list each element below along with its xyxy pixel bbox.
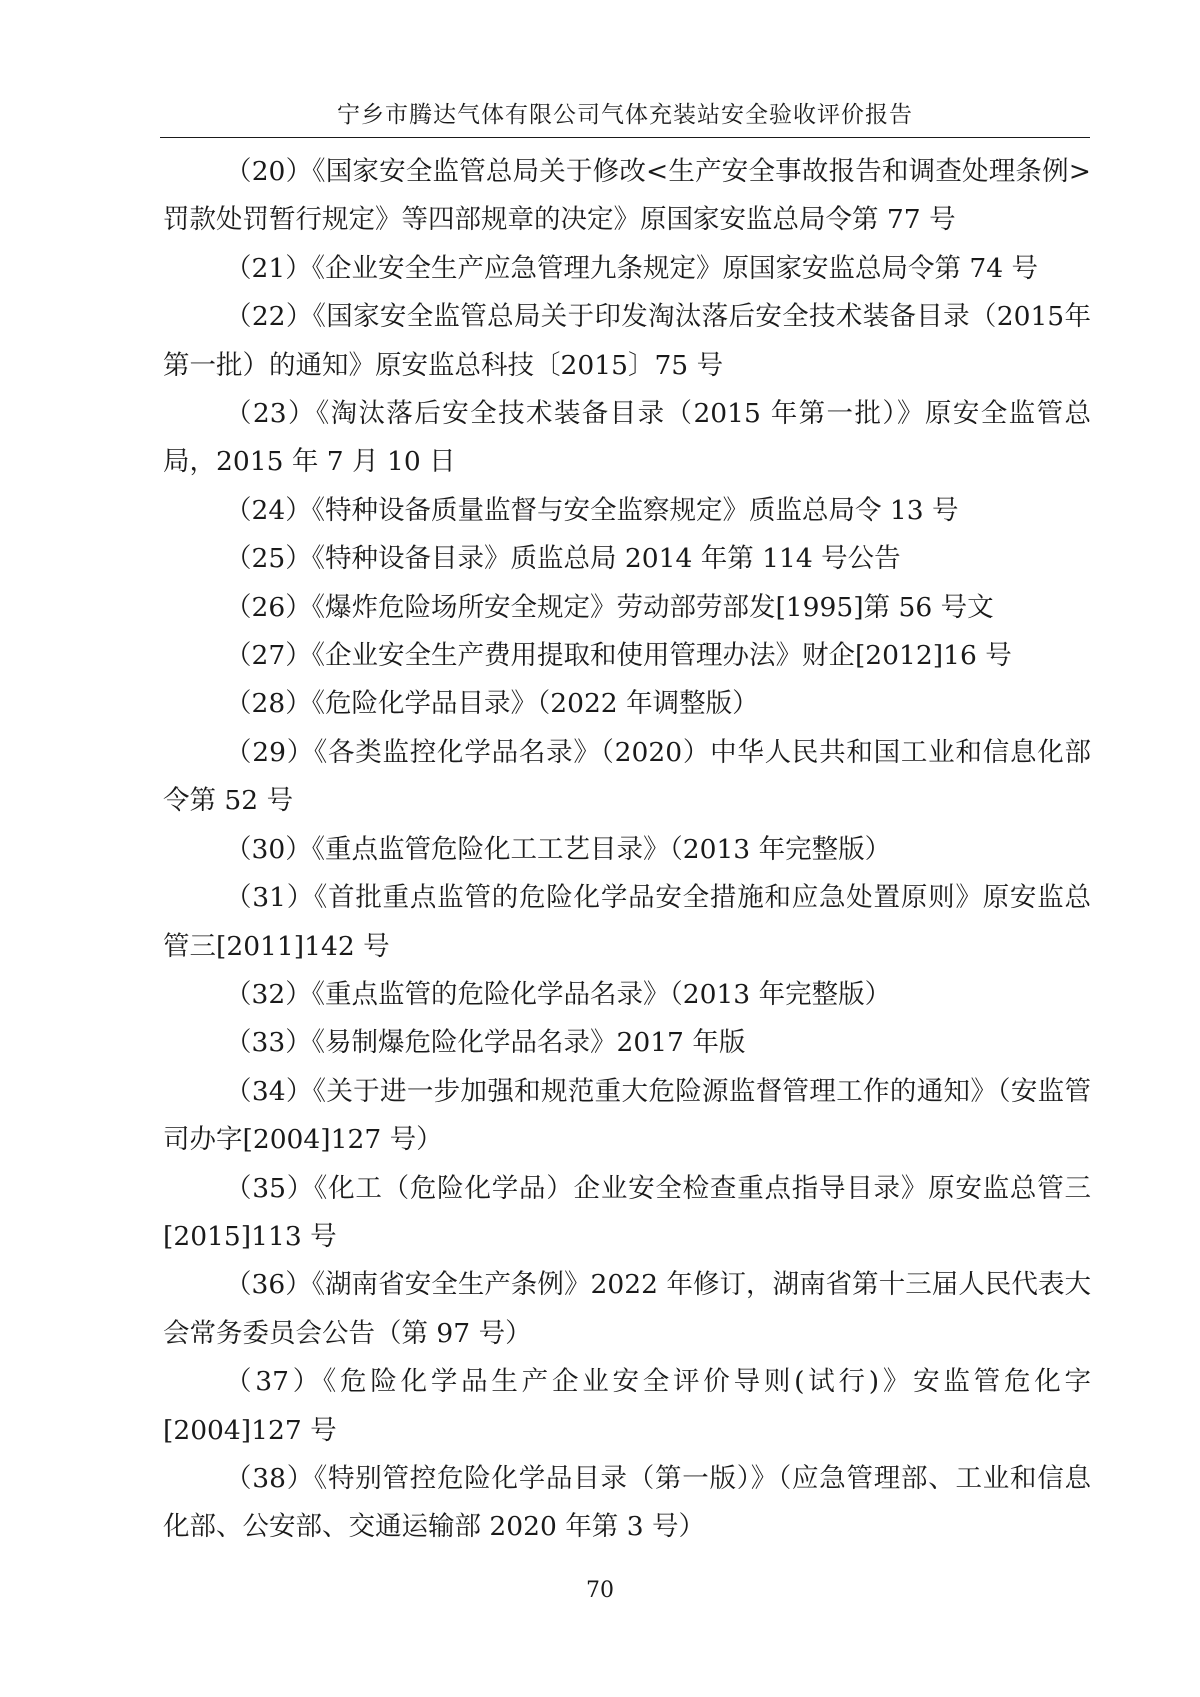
regulation-list <box>163 148 1091 1552</box>
list-item: （37）《危险化学品生产企业安全评价导则(试行)》安监管危化字[2004]127 号 <box>163 1366 1091 1446</box>
list-item: （31）《首批重点监管的危险化学品安全措施和应急处置原则》原安监总管三[2011]142 号 <box>163 882 1091 962</box>
list-item: （38）《特别管控危险化学品目录（第一版）》（应急管理部、工业和信息化部、公安部、交通运输部 2020 年第 3 号） <box>163 1462 1091 1543</box>
page-header-title: 宁乡市腾达气体有限公司气体充装站安全验收评价报告 <box>337 102 913 128</box>
list-item: （23）《淘汰落后安全技术装备目录（2015 年第一批）》原安全监管总局，2015 年 7 月 10 日 <box>163 398 1091 478</box>
list-item: （27）《企业安全生产费用提取和使用管理办法》财企[2012]16 号 <box>225 640 1012 672</box>
page-number: 70 <box>586 1578 614 1603</box>
list-item: （29）《各类监控化学品名录》（2020）中华人民共和国工业和信息化部令第 52 号 <box>163 736 1091 817</box>
list-item: （32）《重点监管的危险化学品名录》（2013 年完整版） <box>225 978 892 1010</box>
list-item: （34）《关于进一步加强和规范重大危险源监督管理工作的通知》（安监管司办字[2004]127 号） <box>163 1075 1091 1156</box>
list-item: （30）《重点监管危险化工工艺目录》（2013 年完整版） <box>225 833 892 865</box>
list-item: （33）《易制爆危险化学品名录》2017 年版 <box>225 1027 746 1059</box>
list-item: （22）《国家安全监管总局关于印发淘汰落后安全技术装备目录（2015年第一批）的通知》原安监总科技〔2015〕75 号 <box>163 301 1091 381</box>
list-item: （20）《国家安全监管总局关于修改<生产安全事故报告和调查处理条例>罚款处罚暂行规定》等四部规章的决定》原国家安监总局令第 77 号 <box>163 156 1091 236</box>
list-item: （36）《湖南省安全生产条例》2022 年修订，湖南省第十三届人民代表大会常务委员会公告（第 97 号） <box>163 1269 1091 1349</box>
list-item: （35）《化工（危险化学品）企业安全检查重点指导目录》原安监总管三[2015]113 号 <box>163 1172 1091 1252</box>
header-divider <box>160 137 1090 138</box>
list-item: （21）《企业安全生产应急管理九条规定》原国家安监总局令第 74 号 <box>225 252 1039 284</box>
list-item: （24）《特种设备质量监督与安全监察规定》质监总局令 13 号 <box>225 494 959 526</box>
list-item: （26）《爆炸危险场所安全规定》劳动部劳部发[1995]第 56 号文 <box>225 591 994 623</box>
list-item: （25）《特种设备目录》质监总局 2014 年第 114 号公告 <box>225 543 901 575</box>
list-item: （28）《危险化学品目录》（2022 年调整版） <box>225 688 759 720</box>
